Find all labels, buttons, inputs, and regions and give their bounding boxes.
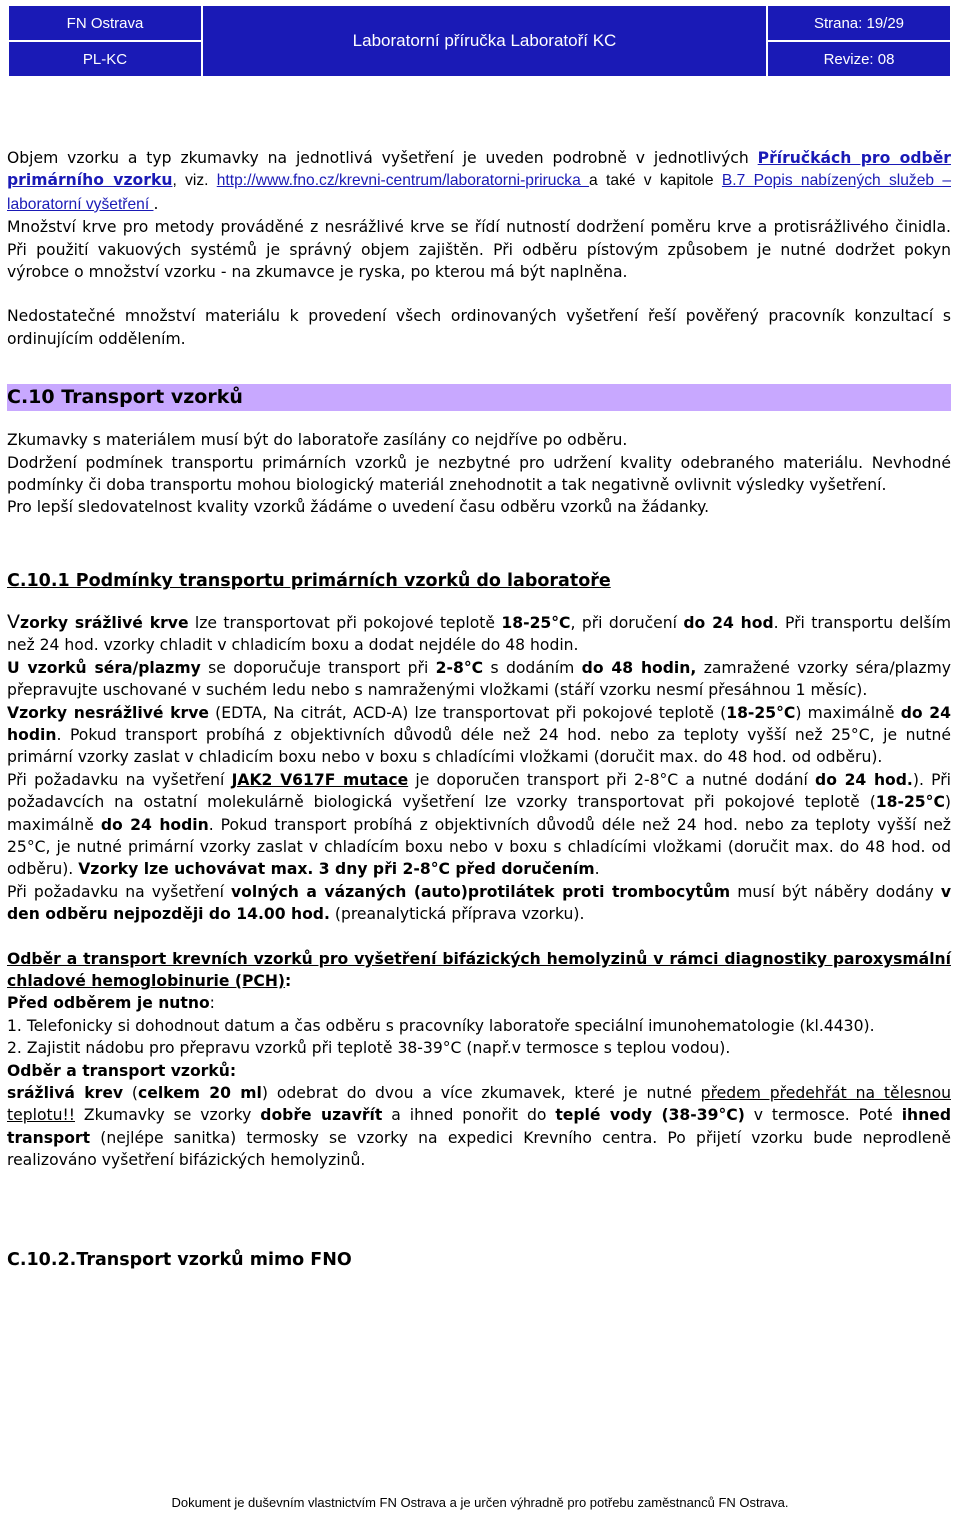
text: . Pokud transport probíhá z objektivních důvodů déle než 24 hod. nebo za teploty vyšší než 25°C, je nutné primární vzorky zaslat v chladicím boxu nebo v boxu s chladícími vložkami (doručit max. do 48 hod. od odběru). xyxy=(7,725,951,767)
c10-line-1: Zkumavky s materiálem musí být do laboratoře zasílány co nejdříve po odběru. xyxy=(7,431,628,450)
text: ) maximálně xyxy=(795,703,901,722)
text: do 48 hodin, xyxy=(581,658,697,677)
text: celkem 20 ml xyxy=(138,1084,262,1102)
text: se doporučuje transport při xyxy=(200,658,436,677)
text: Vzorky lze uchovávat max. 3 dny při 2-8°C před doručením xyxy=(78,860,595,879)
intro-paragraph-3: Nedostatečné množství materiálu k provedení všech ordinovaných vyšetření řeší pověřený pracovník konzultací s ordinujícím oddělením. xyxy=(7,307,951,348)
header-org: FN Ostrava xyxy=(8,5,202,41)
c101-jak2 xyxy=(7,769,951,881)
header-revision: Revize: 08 xyxy=(767,41,951,77)
text: zorky srážlivé krve xyxy=(20,613,189,632)
intro-text: a také v kapitole xyxy=(589,172,722,190)
text: volných a vázaných (auto)protilátek proti trombocytům xyxy=(231,882,731,901)
text: . Pokud transport probíhá z objektivních důvodů déle než 24 hod. nebo za teploty vyšší než 25°C, je nutné primární vzorky zaslat v chladícím boxu nebo v boxu s chladícími vložkami (doručit max. do 48 hod. od odběru). xyxy=(7,815,951,879)
link-b7[interactable]: B.7 Popis nabízených služeb – laboratorní vyšetření xyxy=(7,172,951,213)
footer-notice: Dokument je duševním vlastnictvím FN Ostrava a je určen výhradně pro potřebu zaměstnanců FN Ostrava. xyxy=(171,1495,789,1510)
text: v den odběru nejpozději do 14.00 hod. xyxy=(7,882,951,924)
intro-text: , viz. xyxy=(172,172,217,190)
text: teplé vody (38-39°C) xyxy=(555,1106,745,1125)
text: 2-8°C xyxy=(435,658,484,677)
text: ). Při požadavcích na ostatní molekulárně biologická vyšetření lze vzorky transportovat při pokojové teplotě ( xyxy=(7,770,951,812)
text: Zkumavky se vzorky xyxy=(74,1106,261,1125)
text: : xyxy=(209,994,215,1013)
text: a ihned ponořit do xyxy=(382,1106,556,1125)
c10-line-3: Pro lepší sledovatelnost kvality vzorků žádáme o uvedení času odběru vzorků na žádanky. xyxy=(7,498,710,517)
text: Před odběrem je nutno xyxy=(7,994,210,1013)
text: zamražené vzorky séra/plazmy přepravujte uschované v suchém ledu nebo s namraženými vložkami (stáří vzorku nesmí přesáhnou 1 měsíc). xyxy=(7,658,952,700)
text: dobře uzavřít xyxy=(260,1106,383,1125)
section-heading-c102: C.10.2.Transport vzorků mimo FNO xyxy=(7,1249,352,1270)
c101-trombocyty xyxy=(7,881,951,926)
text: srážlivá krev xyxy=(7,1084,124,1102)
text: s dodáním xyxy=(483,658,582,677)
text: (preanalytická příprava vzorku). xyxy=(329,905,585,924)
intro-text: . xyxy=(153,194,159,213)
intro-paragraph-1 xyxy=(7,147,951,216)
text: (nejlépe sanitka) termosky se vzorky na expedici Krevního centra. Po přijetí vzorku bude neprodleně realizováno vyšetření bifázických hemolyzinů. xyxy=(7,1128,951,1170)
document-header xyxy=(7,4,952,78)
intro-text: Objem vzorku a typ zkumavky na jednotlivá vyšetření je uveden podrobně v jednotlivých xyxy=(7,149,758,167)
pch-step-2: 2. Zajistit nádobu pro přepravu vzorků při teplotě 38-39°C (např.v termosce s teplou vodou). xyxy=(7,1039,731,1058)
text: ( xyxy=(123,1084,139,1102)
text: do 24 hod. xyxy=(815,770,913,789)
section-heading-c10: C.10 Transport vzorků xyxy=(7,384,951,411)
text: ihned transport xyxy=(7,1106,951,1147)
header-dept: PL-KC xyxy=(8,41,202,77)
text: v termosce. Poté xyxy=(744,1106,902,1125)
text: Při požadavku na vyšetření xyxy=(7,770,232,789)
section-heading-c101: C.10.1 Podmínky transportu primárních vzorků do laboratoře xyxy=(7,570,611,591)
text: 18-25°C xyxy=(501,613,571,632)
intro-paragraph-2: Množství krve pro metody prováděné z nesrážlivé krve se řídí nutností dodržení poměru krve a protisrážlivého činidla. Při použití vakuových systémů je správný objem zajištěn. Při odběru pístovým způsobem je nutné dodržet pokyn výrobce o množství vzorku - na zkumavce je ryska, po kterou má být naplněna. xyxy=(7,218,951,282)
text: do 24 hod xyxy=(683,613,774,632)
text: 18-25°C xyxy=(726,703,796,722)
text: . Při transportu delším než 24 hod. vzorky chladit v chladicím boxu a dodat nejdéle do 48 hodin. xyxy=(7,613,952,655)
text: 18-25°C xyxy=(875,793,945,812)
pch-step-1: 1. Telefonicky si dohodnout datum a čas odběru s pracovníky laboratoře speciální imunohematologie (kl.4430). xyxy=(7,1016,875,1035)
document-body xyxy=(7,147,951,1272)
text: ) odebrat do dvou a více zkumavek, které je nutné xyxy=(261,1084,701,1102)
c101-srazliva xyxy=(7,611,951,657)
text: je doporučen transport při 2-8°C a nutné dodání xyxy=(408,770,816,789)
text: JAK2 V617F mutace xyxy=(231,770,409,789)
pch-heading xyxy=(7,948,951,993)
text: V xyxy=(7,610,20,633)
pch-before xyxy=(7,992,951,1014)
header-title: Laboratorní příručka Laboratoří KC xyxy=(202,5,767,77)
text: : xyxy=(285,971,292,990)
text: musí být náběry dodány xyxy=(730,882,941,901)
text: do 24 hodin xyxy=(100,815,209,834)
pch-transport xyxy=(7,1082,951,1172)
pch-transport-label xyxy=(7,1060,951,1082)
text: Odběr a transport vzorků: xyxy=(7,1061,237,1080)
text: předem předehřát na tělesnou teplotu!! xyxy=(7,1084,951,1125)
link-url[interactable]: http://www.fno.cz/krevni-centrum/laboratorni-prirucka xyxy=(216,172,590,190)
text: do 24 hodin xyxy=(7,703,951,744)
text: Vzorky nesrážlivé krve xyxy=(7,703,209,722)
text: lze transportovat při pokojové teplotě xyxy=(188,613,502,632)
text: , při doručení xyxy=(570,613,684,632)
link-prirucky[interactable]: Příručkách pro odběr primárního vzorku xyxy=(7,149,951,190)
c10-line-2: Dodržení podmínek transportu primárních vzorků je nezbytné pro udržení kvality odebraného materiálu. Nevhodné podmínky či doba transportu mohou biologický materiál znehodnotit a tak negativně ovlivnit výsledky vyšetření. xyxy=(7,453,951,495)
text: (EDTA, Na citrát, ACD-A) lze transportovat při pokojové teplotě ( xyxy=(208,703,727,722)
c101-nesrazliva xyxy=(7,702,951,769)
c101-sera xyxy=(7,657,951,702)
text: ) maximálně xyxy=(7,793,951,834)
text: . xyxy=(594,860,600,879)
text: Při požadavku na vyšetření xyxy=(7,882,232,901)
text: U vzorků séra/plazmy xyxy=(7,658,201,677)
text: Odběr a transport krevních vzorků pro vyšetření bifázických hemolyzinů v rámci diagnostiky paroxysmální chladové hemoglobinurie (PCH) xyxy=(7,949,951,990)
header-page: Strana: 19/29 xyxy=(767,5,951,41)
